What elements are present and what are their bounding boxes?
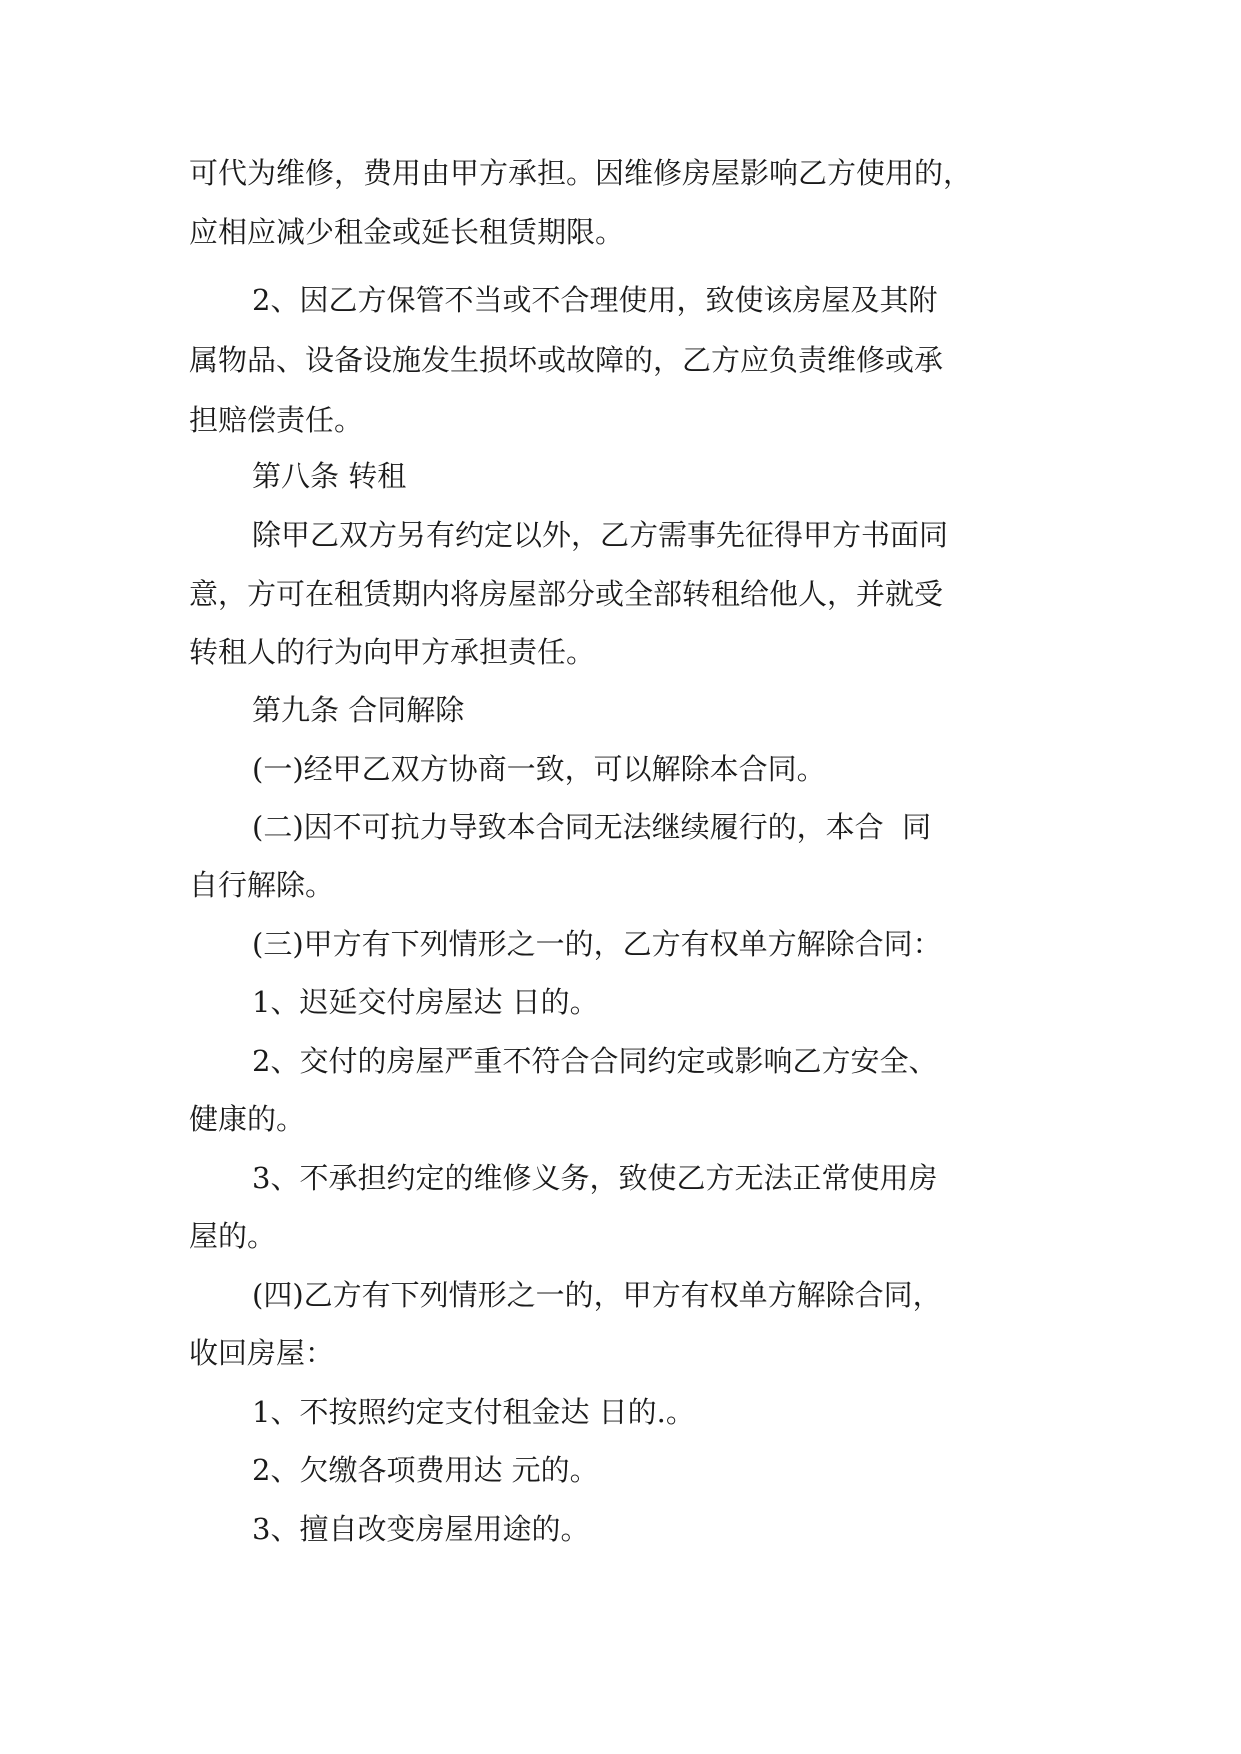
text-line: (三)甲方有下列情形之一的，乙方有权单方解除合同： (252, 927, 942, 961)
text-line: 屋的。 (189, 1219, 277, 1253)
text-line: 自行解除。 (189, 868, 335, 902)
text-line: 3、不承担约定的维修义务，致使乙方无法正常使用房 (252, 1161, 938, 1195)
section-heading: 第八条 转租 (252, 459, 407, 493)
text-line: 2、因乙方保管不当或不合理使用，致使该房屋及其附 (252, 283, 938, 317)
text-line: 3、擅自改变房屋用途的。 (252, 1512, 590, 1546)
text-line: 1、不按照约定支付租金达 日的.。 (252, 1395, 695, 1429)
text-line: 2、交付的房屋严重不符合合同约定或影响乙方安全、 (252, 1044, 938, 1078)
text-line: 2、欠缴各项费用达 元的。 (252, 1453, 599, 1487)
text-line: (四)乙方有下列情形之一的，甲方有权单方解除合同， (252, 1278, 942, 1312)
text-line: 收回房屋： (189, 1336, 335, 1370)
text-line: 意，方可在租赁期内将房屋部分或全部转租给他人，并就受 (189, 577, 944, 611)
section-heading: 第九条 合同解除 (252, 693, 465, 727)
text-line: 转租人的行为向甲方承担责任。 (189, 635, 596, 669)
text-line: 健康的。 (189, 1102, 306, 1136)
text-line: (二)因不可抗力导致本合同无法继续履行的，本合 同 (252, 810, 932, 844)
text-line: 可代为维修，费用由甲方承担。因维修房屋影响乙方使用的， (189, 156, 973, 190)
text-line: 除甲乙双方另有约定以外，乙方需事先征得甲方书面同 (252, 518, 949, 552)
text-line: 担赔偿责任。 (189, 403, 364, 437)
text-line: (一)经甲乙双方协商一致，可以解除本合同。 (252, 752, 826, 786)
text-line: 属物品、设备设施发生损坏或故障的，乙方应负责维修或承 (189, 343, 944, 377)
text-line: 应相应减少租金或延长租赁期限。 (189, 215, 625, 249)
text-line: 1、迟延交付房屋达 日的。 (252, 985, 599, 1019)
